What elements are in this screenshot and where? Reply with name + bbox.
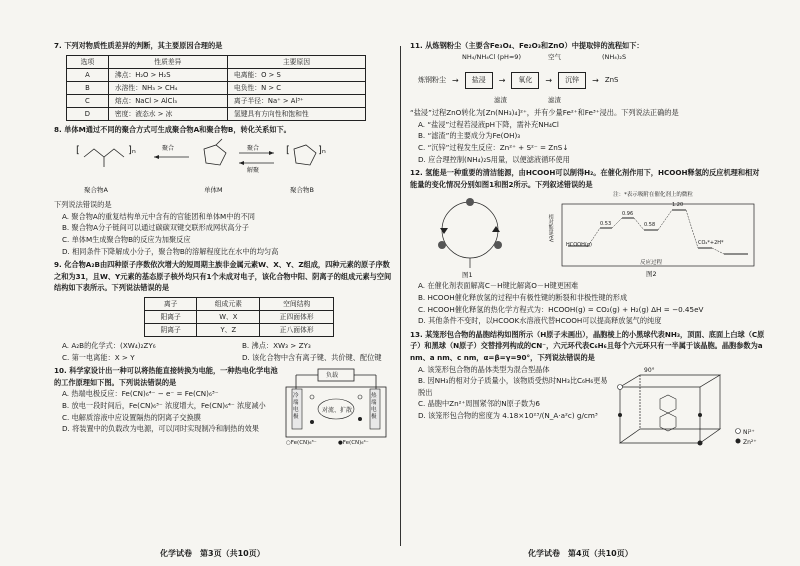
question-7 [54, 40, 392, 121]
question-9 [54, 259, 392, 363]
q11-option-d: D. 应合理控制(NH₄)₂S用量，以便滤液循环使用 [418, 154, 570, 164]
q12-stem: 12. 氢能是一种重要的清洁能源，由HCOOH可以制得H₂。在催化剂作用下，HCOOH释氢的反应机理和相对能量的变化情况分别如图1和图2所示。下列叙述错误的是 [410, 168, 760, 189]
q13-legend-zn: Zn²⁺ [743, 438, 757, 446]
svg-text:]ₙ: ]ₙ [318, 145, 326, 157]
q9-stem: 9. 化合物A₂B由四种原子序数依次增大的短周期主族非金属元素W、X、Y、Z组成，四种元素的原子序数之和为31，且W、Y元素的基态原子核外均只有1个未成对电子，该化合物中阳、阴离子的组成元素与空间结构如下表所示。下列说法错误的是 [54, 260, 392, 293]
arrow-icon: → [452, 75, 459, 85]
q11-option-a: A. “盐浸”过程若浸液pH下降，需补充NH₄Cl [418, 119, 559, 129]
left-column [54, 40, 392, 447]
q10-mid-label: 对流、扩散 [322, 407, 353, 415]
table-cell: 熔点：NaCl > AlCl₃ [108, 94, 227, 107]
table-cell: 阴离子 [145, 323, 197, 336]
q10-hot-label: 热端电极 [371, 393, 377, 421]
table-cell: W、X [197, 310, 260, 323]
table-header: 选项 [67, 55, 109, 68]
q8-option-c: C. 单体M生成聚合物B的反应为加聚反应 [62, 234, 191, 244]
q10-option-a: A. 热端电极反应：Fe(CN)₆⁴⁻ − e⁻ = Fe(CN)₆³⁻ [62, 389, 219, 399]
q11-air-label: 空气 [548, 52, 561, 61]
table-header: 主要原因 [227, 55, 365, 68]
table-header: 组成元素 [197, 297, 260, 310]
q10-option-c: C. 电解质溶液中应设置隔热的阴离子交换膜 [62, 412, 201, 422]
q11-step-1: 盐浸 [465, 72, 493, 90]
q11-reagent-3: (NH₄)₂S [602, 52, 627, 61]
q12-fig2-val: 0.96 [622, 211, 634, 218]
label-polymer-b: 聚合物B [290, 186, 314, 195]
q13-crystal-cell [610, 373, 760, 453]
q11-option-c: C. “沉锌”过程发生反应：Zn²⁺ + S²⁻ = ZnS↓ [418, 142, 569, 152]
q11-intro: “盐浸”过程ZnO转化为[Zn(NH₃)₄]²⁺，并有少量Fe²⁺和Fe³⁺浸出。下列说法正确的是 [410, 108, 679, 118]
q8-stem: 8. 单体M通过不同的聚合方式可生成聚合物A和聚合物B，转化关系如下。 [54, 124, 291, 134]
q7-table [66, 55, 366, 121]
q13-option-d: D. 该笼形包合物的密度为 4.18×10²³/(N_A·a²c) g/cm³ [418, 410, 598, 420]
table-cell: 水溶性：NH₃ > CH₄ [108, 81, 227, 94]
q11-waste-2: 滤渣 [548, 96, 561, 105]
label-polymer-a: 聚合物A [84, 186, 108, 195]
q11-flowchart [418, 72, 765, 90]
q8-option-a: A. 聚合物A的重复结构单元中含有的官能团和单体M中的不同 [62, 211, 255, 221]
label-arrow-1: 聚合 [162, 145, 175, 153]
table-header-row [145, 297, 334, 310]
q12-fig2-species: CO₂*+2H* [698, 240, 724, 247]
q10-legend-1: ○Fe(CN)₆³⁻ [286, 440, 317, 447]
q10-legend-2: ●Fe(CN)₆⁴⁻ [338, 440, 369, 447]
q13-option-a: A. 该笼形包合物的晶体类型为混合型晶体 [418, 364, 550, 374]
q11-waste-1: 滤渣 [494, 96, 507, 105]
q9-options-row-2 [54, 352, 392, 364]
q11-waste-row [410, 95, 765, 107]
q9-option-d: D. 该化合物中含有离子键、共价键、配位键 [242, 352, 382, 362]
q11-product: ZnS [604, 75, 619, 84]
q13-cell-figure [610, 366, 760, 453]
table-row [145, 323, 334, 336]
q13-angle-label: 90° [644, 366, 655, 374]
svg-text:[: [ [286, 145, 290, 157]
question-8 [54, 124, 392, 258]
arrow-icon: → [592, 75, 599, 85]
table-cell: 电负性：N > C [227, 81, 365, 94]
q10-load-label: 负载 [326, 372, 339, 380]
table-cell: A [67, 68, 109, 81]
table-cell: 沸点：H₂O > H₂S [108, 68, 227, 81]
label-arrow-3: 解聚 [247, 167, 260, 175]
q10-option-b: B. 放电一段时间后，Fe(CN)₆³⁻ 浓度增大，Fe(CN)₆⁴⁻ 浓度减小 [62, 400, 266, 410]
q12-fig1-label: 图1 [462, 271, 473, 280]
q12-fig2-val: 1.20 [672, 202, 684, 209]
table-header: 空间结构 [260, 297, 334, 310]
arrow-icon: → [498, 75, 506, 85]
table-cell: 正四面体形 [260, 310, 334, 323]
right-column [410, 40, 765, 446]
q12-fig2-val: 0.53 [600, 221, 612, 228]
q9-options-row-1 [54, 340, 392, 352]
q11-step-2: 氧化 [511, 72, 539, 90]
q8-prompt: 下列说法错误的是 [54, 200, 112, 210]
table-cell: D [67, 107, 109, 120]
q9-option-a: A. A₂B的化学式：(XW₄)₂ZY₆ [62, 340, 156, 350]
q12-fig2-xlabel: 反应过程 [640, 260, 663, 267]
arrow-icon: → [545, 75, 553, 85]
table-cell: 阳离子 [145, 310, 197, 323]
q11-stem: 11. 从炼钢粉尘（主要含Fe₃O₄、Fe₂O₃和ZnO）中提取锌的流程如下： [410, 41, 644, 50]
q12-option-a: A. 在催化剂表面解离C－H键比解离O－H键更困难 [418, 281, 579, 291]
table-row [67, 94, 366, 107]
q12-option-c: C. HCOOH催化释氢的热化学方程式为：HCOOH(g) = CO₂(g) + H₂(g) ΔH = −0.45eV [418, 304, 704, 314]
footer-left: 化学试卷 第3页（共10页） [160, 549, 265, 558]
q11-reagent-1: NH₄/NH₄Cl (pH≈9) [462, 52, 521, 61]
svg-text:]ₙ: ]ₙ [128, 145, 136, 157]
q12-fig1-cycle [410, 190, 530, 270]
table-row [67, 107, 366, 120]
q13-legend-ni: Ni²⁺ [743, 428, 755, 436]
table-cell: C [67, 94, 109, 107]
q9-option-b: B. 沸点：XW₃ > ZY₃ [242, 340, 311, 350]
q12-option-d: D. 其他条件不变时，以HCOOK水溶液代替HCOOH可以提高释放氢气的纯度 [418, 316, 662, 326]
q12-figures [410, 190, 765, 280]
table-cell: 密度：液态水 > 冰 [108, 107, 227, 120]
q11-flow-reagents [410, 52, 765, 66]
q11-step-3: 沉锌 [558, 72, 586, 90]
table-cell: 正八面体形 [260, 323, 334, 336]
q9-option-c: C. 第一电离能：X > Y [62, 352, 135, 362]
table-cell: 电离能：O > S [227, 68, 365, 81]
q10-cell-figure [282, 367, 390, 447]
q7-stem: 7. 下列对物质性质差异的判断，其主要原因合理的是 [54, 41, 223, 50]
q12-fig2-label: 图2 [646, 270, 657, 279]
q13-stem: 13. 某笼形包合物的晶胞结构如图所示（H原子未画出），晶胞棱上的小黑球代表NH₃，顶面、底面上白球（C原子）和黑球（N原子）交替排列构成的CN⁻，六元环代表C₆H₆且每个六元环只有一半属于该晶胞。晶胞参数为a nm、a nm、c nm，α=β=γ=90°，下列说法错误的是 [410, 329, 765, 362]
q8-option-b: B. 聚合物A分子链间可以通过碳碳双键交联形成网状高分子 [62, 223, 249, 233]
q12-fig2-val: 0.58 [644, 222, 656, 229]
table-header: 性质差异 [108, 55, 227, 68]
table-header: 离子 [145, 297, 197, 310]
q12-fig2-note: 注：*表示吸附在催化剂上的微粒 [613, 192, 693, 199]
q11-option-b: B. “滤渣”的主要成分为Fe(OH)₃ [418, 131, 521, 141]
q12-option-b: B. HCOOH催化释放氢的过程中有极性键的断裂和非极性键的形成 [418, 292, 628, 302]
q8-reaction-figure [54, 135, 392, 199]
table-cell: B [67, 81, 109, 94]
q11-start: 炼钢粉尘 [418, 75, 446, 84]
label-monomer-m: 单体M [204, 186, 223, 195]
question-10 [54, 365, 392, 447]
table-cell: Y、Z [197, 323, 260, 336]
q10-cold-label: 冷端电极 [293, 393, 299, 421]
table-row [67, 68, 366, 81]
q13-option-c: C. 晶胞中Zn²⁺周围紧邻的N原子数为6 [418, 399, 540, 409]
table-cell: 氢键具有方向性和饱和性 [227, 107, 365, 120]
question-11 [410, 40, 765, 165]
q12-fig2 [548, 190, 758, 278]
column-divider [400, 46, 401, 546]
label-arrow-2: 聚合 [247, 145, 260, 153]
q8-option-d: D. 相同条件下降解成小分子，聚合物B的溶解程度比在水中的均匀高 [62, 246, 279, 256]
question-12 [410, 167, 765, 327]
footer-right: 化学试卷 第4页（共10页） [528, 549, 633, 558]
table-cell: 离子半径：Na⁺ > Al³⁺ [227, 94, 365, 107]
q10-option-d: D. 将装置中的负载改为电源，可以同时实现制冷和制热的效果 [62, 424, 259, 434]
svg-text:[: [ [76, 145, 80, 157]
table-row [145, 310, 334, 323]
question-13 [410, 329, 765, 446]
q9-table [144, 297, 334, 337]
table-header-row [67, 55, 366, 68]
q10-stem: 10. 科学家设计出一种可以将热能直接转换为电能，一种热电化学电池的工作原理如下图。下列说法错误的是 [54, 366, 278, 387]
q12-fig2-species: HCOOH(g) [566, 242, 592, 249]
q13-option-b: B. 因NH₃的相对分子质量小，该物质受热时NH₃比C₆H₆更易脱出 [418, 376, 608, 397]
table-row [67, 81, 366, 94]
q12-fig2-ylabel: 相对能量/eV [547, 214, 554, 243]
